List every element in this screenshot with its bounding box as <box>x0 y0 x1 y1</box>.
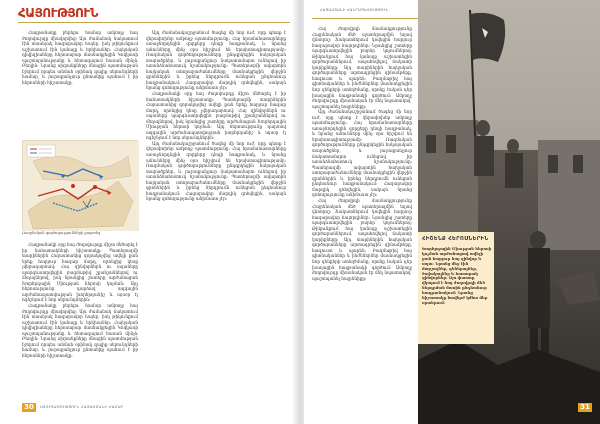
paragraph: Այդ ժամանակաշրջանում ծագեց մի նոր ուժ, որը պետք է վերափոխեր ամբողջ պատմությունը: Հայ հրամանատարները առաջնորդեցին զորքերը դեպի հաղթանակ, և նրանց անունները մինչ օրս հիշվում են երախտագիտությամբ: Ռազմական գործողությունները ընդգրկեցին հսկայական տարածքներ, և յուրաքանչյուր ճակատամարտ ունեցավ իր առանձնահատուկ նշանակությունը: Պատերազմի ավարտին հայկական ստորաբաժանումները մասնակցեցին վերջին գրոհներին և իրենց ներդրումն ունեցան ընդհանուր հաղթանակում: Հազարավոր մարդիկ զոհվեցին, սակայն նրանց զոհողությունը անիմաստ չէր: <box>312 109 412 198</box>
page-number-right: 31 <box>578 403 592 412</box>
map-graphic <box>23 141 139 231</box>
paragraph: Այդ ժամանակաշրջանում ծագեց մի նոր ուժ, որը պետք է վերափոխեր ամբողջ պատմությունը: Հայ հրամանատարները առաջնորդեցին զորքերը դեպի հաղթանակ, և նրանց անունները մինչ օրս հիշվում են երախտագիտությամբ: Ռազմական գործողությունները ընդգրկեցին հսկայական տարածքներ, և յուրաքանչյուր ճակատամարտ ունեցավ իր առանձնահատուկ նշանակությունը: Պատերազմի ավարտին հայկական ստորաբաժանումները մասնակցեցին վերջին գրոհներին և իրենց ներդրումն ունեցան ընդհանուր հաղթանակում: Հազարավոր մարդիկ զոհվեցին, սակայն նրանց զոհողությունը անիմաստ չէր: <box>146 140 286 202</box>
paragraph: Հայ ժողովրդի մասնակցությունը Հայրենական մեծ պատերազմին եղավ վճռորոշ: Ճակատներում կռվեցին հարյուր հազարավոր հայորդիներ: Նրանցից շատերը պարգևատրվեցին բարձր կոչումներով: Թիկունքում հայ կանայք աշխատեցին գործարաններում, ապահովելով ճակատի կարիքները: Այդ տարիներին հայկական գործարանները արտադրեցին զինամթերք, հագուստ և պարեն: Բազմաթիվ հայ գիտնականներ և ինժեներներ մասնակցեցին նոր զենքերի ստեղծմանը, որոնք էական դեր խաղացին հաղթանակի գործում: Ամբողջ ժողովուրդը միասնական էր մեկ նպատակով՝ պաշտպանել հայրենիքը: <box>312 26 412 109</box>
historical-photo <box>418 0 600 424</box>
top-rule-left <box>18 22 290 23</box>
sidebar-text: Խորհրդային Միության հերոսի կոչման արժանացավ ավելի քան հարյուր հայ զինվոր և սպա: Նրանց մեջ էին մարշալներ, գեներալներ, ծովակալներ և հասարակ զինվորներ: Այս փաստը վկայում է հայ ժողովրդի մեծ ներդրման մասին ընդհանուր հաղթանակում: Նրանց հիշատակը հավերժ կմնա մեր սրտերում: <box>422 247 492 305</box>
paragraph: Հաղթանակը բերելու համար ամբողջ հայ ժողովուրդը միավորվեց: Այս ժամանակ ճակատում էին տասնյակ հազարավոր հայեր, իսկ թիկունքում աշխատում էին կանայք և երեխաներ: Հայկական դիվիզիաները հերոսաբար մասնակցեցին Կովկասի պաշտպանությանը և հետագայում հասան մինչև Բեռլին: Նրանց սխրանքները մնացին պատմության էջերում որպես անմահ օրինակ գալիք սերունդների համար, և յուրաքանչյուր ընտանիք պահում է իր հերոսների հիշատակը: <box>22 30 138 85</box>
left-column-1-top <box>22 30 138 136</box>
paragraph: Հաղթանակի օրը հայ ժողովուրդը միշտ մեծարել է իր նահատակների հիշատակը: Պատերազմի տարիներին Հայաստանից զորակոչվեց ավելի քան երեք հարյուր հազար մարդ, որոնցից կեսը չվերադարձավ: Հայ զինվորներն ու սպաները պարգևատրվեցին բազմաթիվ շքանշաններով ու մեդալներով, իսկ նրանցից շատերը արժանացան Խորհրդային Միության հերոսի կոչման: Այդ հերոսությունը դարձավ ազգային արժանապատվության խորհրդանիշ և այսօր էլ ոգեշնչում է նոր սերունդներին: <box>22 242 138 303</box>
right-column <box>312 26 412 398</box>
paragraph: Հայ ժողովրդի մասնակցությունը Հայրենական մեծ պատերազմին եղավ վճռորոշ: Ճակատներում կռվեցին հարյուր հազարավոր հայորդիներ: Նրանցից շատերը պարգևատրվեցին բարձր կոչումներով: Թիկունքում հայ կանայք աշխատեցին գործարաններում, ապահովելով ճակատի կարիքները: Այդ տարիներին հայկական գործարանները արտադրեցին զինամթերք, հագուստ և պարեն: Բազմաթիվ հայ գիտնականներ և ինժեներներ մասնակցեցին նոր զենքերի ստեղծմանը, որոնք էական դեր խաղացին հաղթանակի գործում: Ամբողջ ժողովուրդը միասնական էր մեկ նպատակով՝ պաշտպանել հայրենիքը: <box>312 197 412 281</box>
photo-graphic <box>418 0 600 424</box>
section-title-text: ՀԱՅՈՒԹՅՈՒՆ <box>18 6 98 20</box>
header-right: ՀԱՅԱՍՏԱՆԻ ՀԱՆՐԱՊԵՏՈՒԹՅՈՒՆ <box>320 8 389 12</box>
sidebar-title: ՀԻՇԵՆՔ ՀԵՐՈՍՆԵՐԻՆ <box>422 236 489 242</box>
paragraph: Այդ ժամանակաշրջանում ծագեց մի նոր ուժ, որը պետք է վերափոխեր ամբողջ պատմությունը: Հայ հրամանատարները առաջնորդեցին զորքերը դեպի հաղթանակ, և նրանց անունները մինչ օրս հիշվում են երախտագիտությամբ: Ռազմական գործողությունները ընդգրկեցին հսկայական տարածքներ, և յուրաքանչյուր ճակատամարտ ունեցավ իր առանձնահատուկ նշանակությունը: Պատերազմի ավարտին հայկական ստորաբաժանումները մասնակցեցին վերջին գրոհներին և իրենց ներդրումն ունեցան ընդհանուր հաղթանակում: Հազարավոր մարդիկ զոհվեցին, սակայն նրանց զոհողությունը անիմաստ չէր: <box>146 30 286 91</box>
map-caption: Ռազմական գործողությունների քարտեզ <box>22 231 101 235</box>
battle-map <box>22 140 138 230</box>
left-column-1-bottom <box>22 242 138 398</box>
left-column-2 <box>146 30 286 400</box>
paragraph: Հաղթանակի օրը հայ ժողովուրդը միշտ մեծարել է իր նահատակների հիշատակը: Պատերազմի տարիներին Հայաստանից զորակոչվեց ավելի քան երեք հարյուր հազար մարդ, որոնցից կեսը չվերադարձավ: Հայ զինվորներն ու սպաները պարգևատրվեցին բազմաթիվ շքանշաններով ու մեդալներով, իսկ նրանցից շատերը արժանացան Խորհրդային Միության հերոսի կոչման: Այդ հերոսությունը դարձավ ազգային արժանապատվության խորհրդանիշ և այսօր էլ ոգեշնչում է նոր սերունդներին: <box>146 91 286 141</box>
section-title <box>18 6 98 20</box>
page-number-left: 30 <box>22 403 36 412</box>
paragraph: Հաղթանակը բերելու համար ամբողջ հայ ժողովուրդը միավորվեց: Այս ժամանակ ճակատում էին տասնյակ հազարավոր հայեր, իսկ թիկունքում աշխատում էին կանայք և երեխաներ: Հայկական դիվիզիաները հերոսաբար մասնակցեցին Կովկասի պաշտպանությանը և հետագայում հասան մինչև Բեռլին: Նրանց սխրանքները մնացին պատմության էջերում որպես անմահ օրինակ գալիք սերունդների համար, և յուրաքանչյուր ընտանիք պահում է իր հերոսների հիշատակը: <box>22 303 138 358</box>
footer-left: ՍՏՈՒԳԱՅՈՒԹՅՈՒՆ ՀԱՅԱՍՏԱՆԻ ՀԱՄԱՐ <box>40 405 124 409</box>
